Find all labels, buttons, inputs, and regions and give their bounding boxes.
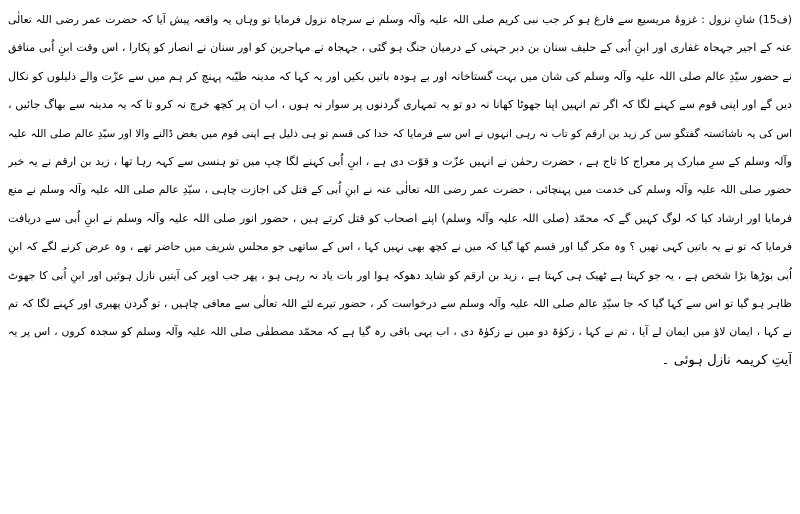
text-line: دیں گے اور اپنی قوم سے کہنے لگا کہ اگر تم انہیں اپنا جھوٹا کھانا نہ دو تو یہ تمہاری گردنوں پر سوار نہ ہوں ، اب ان پر کچھ خرچ نہ کرو تا کہ یہ مدینہ سے بھاگ جائیں ،	[8, 98, 792, 112]
text-line: فرمایا کہ تو نے یہ باتیں کہی تھیں ؟ وہ مکر گیا اور قسم کھا گیا کہ میں نے کچھ بھی نہیں کہا ، اس کے ساتھی جو مجلس شریف میں حاضر تھے ، وہ عرض کرنے لگے کہ ابنِ	[8, 240, 792, 254]
text-line: (ف15) شانِ نزول : غزوۂ مریسیع سے فارغ ہو کر جب نبی کریم صلی اللہ علیہ وآلہ وسلم نے سرچاہ نزول فرمایا تو وہاں یہ واقعہ پیش آیا کہ حضرت عمر رضی اللہ تعالٰی	[8, 13, 792, 26]
text-line: نے حضور سیّدِ عالم صلی اللہ علیہ وآلہ وسلم کی شان میں بہت گستاخانہ اور بے ہودہ باتیں بکیں اور یہ کہا کہ مدینہ طیّبہ پہنچ کر ہم میں سے عزّت والے ذلیلوں کو نکال	[8, 69, 792, 83]
text-line: عنہ کے اجیر جہجاہ غفاری اور ابنِ اُبی کے حلیف سنان بن دبر جہنی کے درمیان جنگ ہو گئی ، جہجاہ نے مہاجرین کو اور سنان نے انصار کو پکارا ، اس وقت ابنِ اُبی منافق	[8, 41, 792, 55]
text-line: حضور صلی اللہ علیہ وآلہ وسلم کی خدمت میں پہنچائی ، حضرت عمر رضی اللہ تعالٰی عنہ نے ابنِ اُبی کے قتل کی اجازت چاہی ، سیّدِ عالم صلی اللہ علیہ وآلہ وسلم نے منع	[8, 183, 792, 197]
text-line: اس کی یہ ناشائستہ گفتگو سن کر زید بن ارقم کو تاب نہ رہی انہوں نے اس سے فرمایا کہ خدا کی قسم تو ہی ذلیل ہے اپنی قوم میں بغض ڈالنے والا اور سیّدِ عالم صلی اللہ علیہ	[8, 127, 792, 140]
text-line: اُبی بوڑھا بڑا شخص ہے ، یہ جو کہتا ہے ٹھیک ہی کہتا ہے ، زید بن ارقم کو شاید دھوکہ ہوا اور بات یاد نہ رہی ہو ، پھر جب اوپر کی آیتیں نازل ہوئیں اور ابنِ اُبی کا جھوٹ	[8, 268, 792, 282]
text-line: وآلہ وسلم کے سرِ مبارک پر معراج کا تاج ہے ، حضرت رحمٰن نے انہیں عزّت و قوّت دی ہے ، ابنِ اُبی کہنے لگا چپ میں تو ہنسی سے کہہ رہا تھا ، زید بن ارقم نے یہ خبر	[8, 154, 792, 168]
text-line: نے کہا ، ایمان لاؤ میں ایمان لے آیا ، تم نے کہا ، زکوٰۃ دو میں نے زکوٰۃ دی ، اب یہی باقی رہ گیا ہے کہ محمّد مصطفٰی صلی اللہ علیہ وآلہ وسلم کو سجدہ کروں ، اس پر یہ	[8, 325, 792, 339]
text-line: فرمایا اور ارشاد کیا کہ لوگ کہیں گے کہ محمّد (صلی اللہ علیہ وآلہ وسلم) اپنے اصحاب کو قتل کرتے ہیں ، حضور انور صلی اللہ علیہ وآلہ وسلم نے ابنِ اُبی سے دریافت	[8, 211, 792, 225]
text-line: ظاہر ہو گیا تو اس سے کہا گیا کہ جا سیّدِ عالم صلی اللہ علیہ وآلہ وسلم سے درخواست کر ، حضور تیرے لئے اللہ تعالٰی سے معافی چاہیں ، تو گردن پھیری اور کہنے لگا کہ تم	[8, 296, 792, 310]
text-line: آیتِ کریمہ نازل ہوئی ۔	[661, 352, 792, 368]
